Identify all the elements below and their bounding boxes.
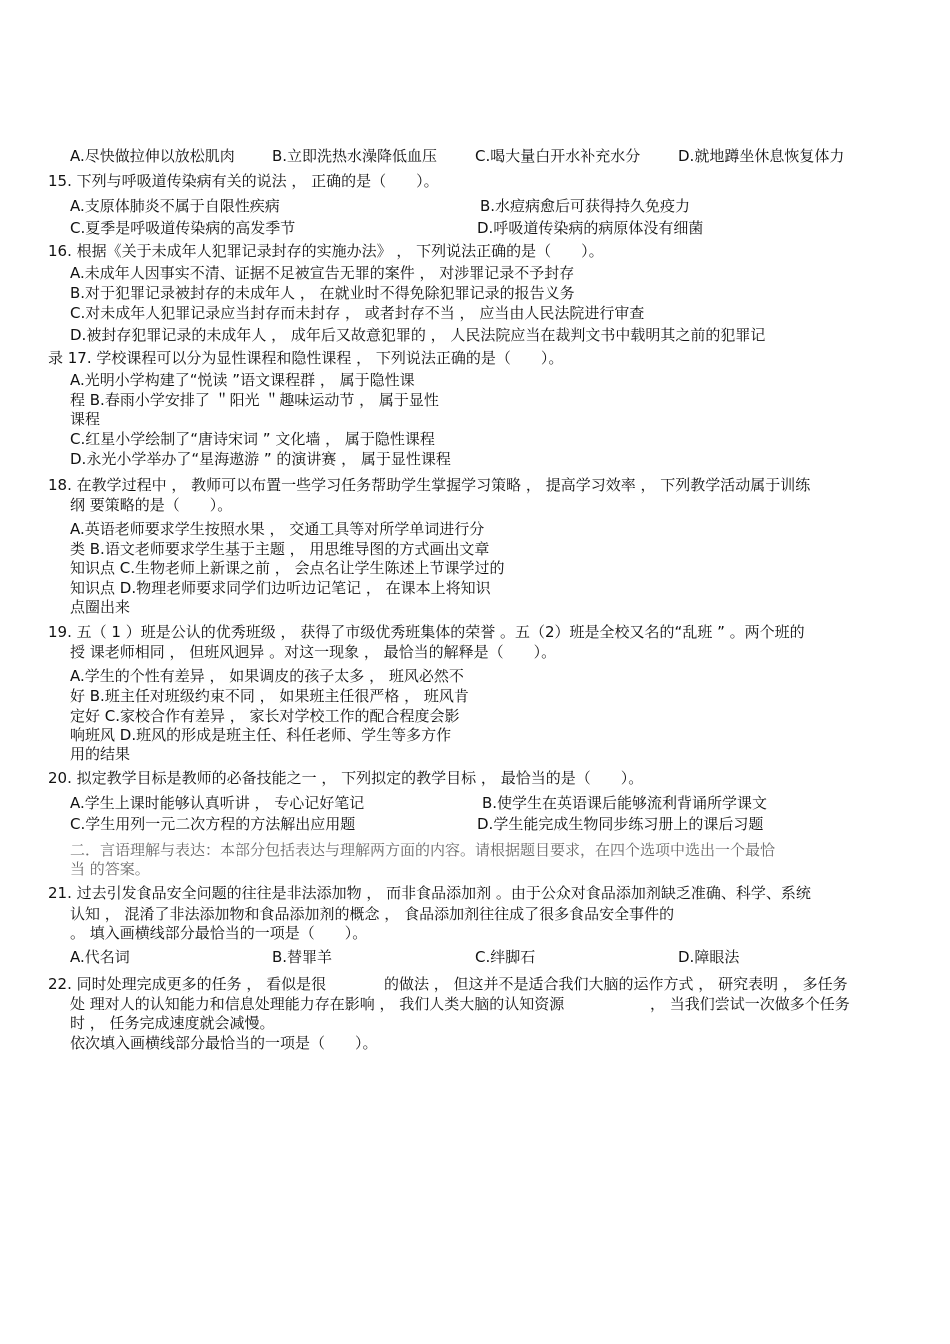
q18-stem: 18. 在教学过程中 ， 教师可以布置一些学习任务帮助学生掌握学习策略 ， 提高学习效率 ， 下列教学活动属于训练 [48, 476, 811, 494]
q19-line: 用的结果 [70, 745, 131, 763]
q18-line: 类 B.语文老师要求学生基于主题 ， 用思维导图的方式画出文章 [70, 540, 490, 558]
q19-line: 定好 C.家校合作有差异 ， 家长对学校工作的配合程度会影 [70, 707, 460, 725]
q19-stem-cont: 授 课老师相同 ， 但班风迥异 。对这一现象 ， 最恰当的解释是（ ）。 [70, 643, 557, 661]
q15-option-c: C.夏季是呼吸道传染病的高发季节 [70, 219, 296, 237]
q17-stem: 录 17. 学校课程可以分为显性课程和隐性课程 ， 下列说法正确的是（ ）。 [48, 349, 564, 367]
q21-option-c: C.绊脚石 [475, 948, 536, 966]
q19-line: 响班风 D.班风的形成是班主任、科任老师、学生等多方作 [70, 726, 452, 744]
q16-option-c: C.对未成年人犯罪记录应当封存而未封存 ， 或者封存不当 ， 应当由人民法院进行审查 [70, 304, 645, 322]
q18-stem-cont: 纲 要策略的是（ ）。 [70, 496, 233, 514]
q21-option-a: A.代名词 [70, 948, 130, 966]
q15-stem: 15. 下列与呼吸道传染病有关的说法 ， 正确的是（ ）。 [48, 172, 439, 190]
q20-option-b: B.使学生在英语课后能够流利背诵所学课文 [482, 794, 768, 812]
q16-stem: 16. 根据《关于未成年人犯罪记录封存的实施办法》 ， 下列说法正确的是（ ）。 [48, 242, 604, 260]
q16-option-b: B.对于犯罪记录被封存的未成年人 ， 在就业时不得免除犯罪记录的报告义务 [70, 284, 575, 302]
q20-option-c: C.学生用列一元二次方程的方法解出应用题 [70, 815, 356, 833]
q17-line: 课程 [70, 410, 101, 428]
q14-option-d: D.就地蹲坐休息恢复体力 [678, 147, 845, 165]
section-2-heading: 二．言语理解与表达：本部分包括表达与理解两方面的内容。请根据题目要求，在四个选项中选出一个最恰 [70, 841, 776, 859]
q17-line: 程 B.春雨小学安排了 ＂阳光 ＂趣味运动节 ， 属于显性 [70, 391, 439, 409]
q17-line: C.红星小学绘制了“唐诗宋词 ” 文化墙 ， 属于隐性课程 [70, 430, 435, 448]
q20-option-a: A.学生上课时能够认真听讲 ， 专心记好笔记 [70, 794, 365, 812]
q18-line: 点圈出来 [70, 598, 131, 616]
q21-stem-cont: 认知 ， 混淆了非法添加物和食品添加剂的概念 ， 食品添加剂往往成了很多食品安全事件的 [70, 905, 675, 923]
q21-stem-cont: 。 填入画横线部分最恰当的一项是（ ）。 [70, 924, 368, 942]
q19-line: 好 B.班主任对班级约束不同 ， 如果班主任很严格 ， 班风肯 [70, 687, 469, 705]
q18-line: 知识点 C.生物老师上新课之前 ， 会点名让学生陈述上节课学过的 [70, 559, 505, 577]
q15-option-b: B.水痘病愈后可获得持久免疫力 [480, 197, 691, 215]
q15-option-d: D.呼吸道传染病的病原体没有细菌 [477, 219, 704, 237]
q22-stem-after-blank: ， 当我们尝试一次做多个任务 [650, 995, 850, 1013]
q22-stem-after-blank: 的做法 ， 但这并不是适合我们大脑的运作方式 ， 研究表明 ， 多任务 [384, 975, 848, 993]
q21-option-d: D.障眼法 [678, 948, 740, 966]
q14-option-b: B.立即洗热水澡降低血压 [272, 147, 438, 165]
q17-line: D.永光小学举办了“星海遨游 ” 的演讲赛 ， 属于显性课程 [70, 450, 451, 468]
q14-option-c: C.喝大量白开水补充水分 [475, 147, 641, 165]
q17-line: A.光明小学构建了“悦读 ”语文课程群 ， 属于隐性课 [70, 371, 415, 389]
q18-line: 知识点 D.物理老师要求同学们边听边记笔记 ， 在课本上将知识 [70, 579, 491, 597]
q20-option-d: D.学生能完成生物同步练习册上的课后习题 [477, 815, 764, 833]
q21-option-b: B.替罪羊 [272, 948, 333, 966]
q21-stem: 21. 过去引发食品安全问题的往往是非法添加物 ， 而非食品添加剂 。由于公众对食品添加剂缺乏准确、科学、系统 [48, 884, 811, 902]
q22-stem: 22. 同时处理完成更多的任务 ， 看似是很 [48, 975, 327, 993]
q19-line: A.学生的个性有差异 ， 如果调皮的孩子太多 ， 班风必然不 [70, 667, 464, 685]
q18-line: A.英语老师要求学生按照水果 ， 交通工具等对所学单词进行分 [70, 520, 485, 538]
q16-option-d: D.被封存犯罪记录的未成年人 ， 成年后又故意犯罪的 ， 人民法院应当在裁判文书中载明其之前的犯罪记 [70, 326, 766, 344]
q14-option-a: A.尽快做拉伸以放松肌肉 [70, 147, 235, 165]
q22-stem-cont: 时 ， 任务完成速度就会减慢。 [70, 1014, 275, 1032]
q19-stem: 19. 五（ 1 ）班是公认的优秀班级 ， 获得了市级优秀班集体的荣誉 。五（2）班是全校又名的“乱班 ” 。两个班的 [48, 623, 805, 641]
q15-option-a: A.支原体肺炎不属于自限性疾病 [70, 197, 280, 215]
q22-prompt: 依次填入画横线部分最恰当的一项是（ ）。 [70, 1034, 378, 1052]
section-2-heading-cont: 当 的答案。 [70, 860, 150, 878]
q22-stem-cont: 处 理对人的认知能力和信息处理能力存在影响 ， 我们人类大脑的认知资源 [70, 995, 565, 1013]
q16-option-a: A.未成年人因事实不清、证据不足被宣告无罪的案件 ， 对涉罪记录不予封存 [70, 264, 575, 282]
q20-stem: 20. 拟定教学目标是教师的必备技能之一 ， 下列拟定的教学目标 ， 最恰当的是（ ）。 [48, 769, 644, 787]
